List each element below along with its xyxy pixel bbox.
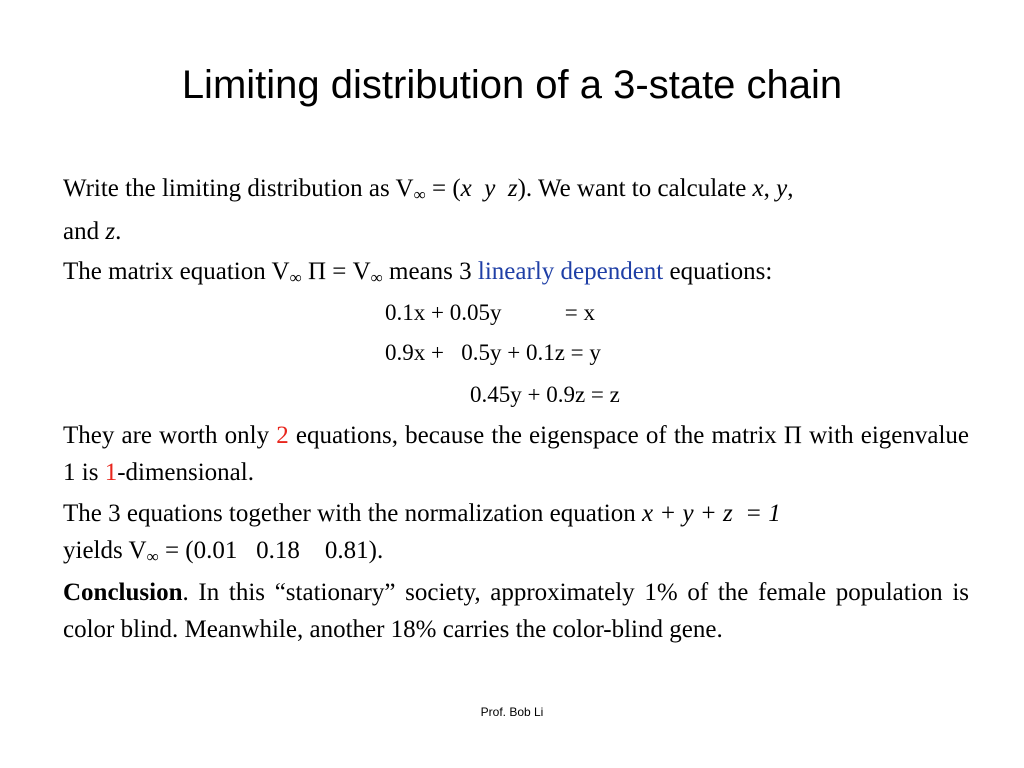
text: equations: [663,258,773,285]
text: means 3 [382,258,478,285]
conclusion-label: Conclusion [63,579,183,606]
highlight-text: linearly dependent [477,258,664,285]
highlight-number: 2 [276,422,289,449]
text: The matrix equation V [63,258,290,285]
text: and [63,218,106,245]
slide-title: Limiting distribution of a 3-state chain [181,63,843,107]
text: Π = V [301,258,371,285]
text: . In this “stationary” society, approximately 1% of the female population is color blind. Meanwhile, another 18% carries the color-blind gene. [63,579,969,643]
text: = ( [425,175,461,202]
equation-1: 0.1x + 0.05y = x [385,300,595,325]
text: , [763,175,777,202]
text: Write the limiting distribution as V [63,175,414,202]
equation-3: 0.45y + 0.9z = z [470,382,620,407]
infinity-subscript: ∞ [413,185,426,204]
var-x: x [752,175,764,202]
paragraph-conclusion [63,574,969,648]
text: . [115,218,122,245]
equation-2: 0.9x + 0.5y + 0.1z = y [385,340,601,365]
paragraph-matrix-equation [63,253,969,296]
paragraph-line-1 [63,495,969,532]
paragraph-normalization [63,495,969,575]
paragraph-limiting-distribution [63,170,969,250]
text: , [787,175,794,202]
footer-author: Prof. Bob Li [480,705,544,719]
text: equations, because the eigenspace of the matrix Π with eigenvalue 1 is [63,422,970,486]
paragraph-line-1 [63,170,969,213]
var-y: y [776,175,788,202]
paragraph-line-2 [63,213,969,250]
infinity-subscript: ∞ [146,547,159,566]
var-x: x [460,175,472,202]
highlight-number: 1 [104,459,118,486]
text: -dimensional. [117,459,254,486]
normalization-formula: x + y + z = 1 [642,500,781,527]
text: = (0.01 0.18 0.81). [158,537,384,564]
var-z: z [105,218,116,245]
text: They are worth only [63,422,277,449]
var-y: y [484,175,496,202]
var-z: z [507,175,518,202]
infinity-subscript: ∞ [370,268,383,287]
paragraph-eigenspace [63,417,969,491]
infinity-subscript: ∞ [289,268,302,287]
text: ). We want to calculate [517,175,753,202]
text: yields V [63,537,147,564]
text: The 3 equations together with the normalization equation [63,500,643,527]
paragraph-line-2 [63,532,969,575]
